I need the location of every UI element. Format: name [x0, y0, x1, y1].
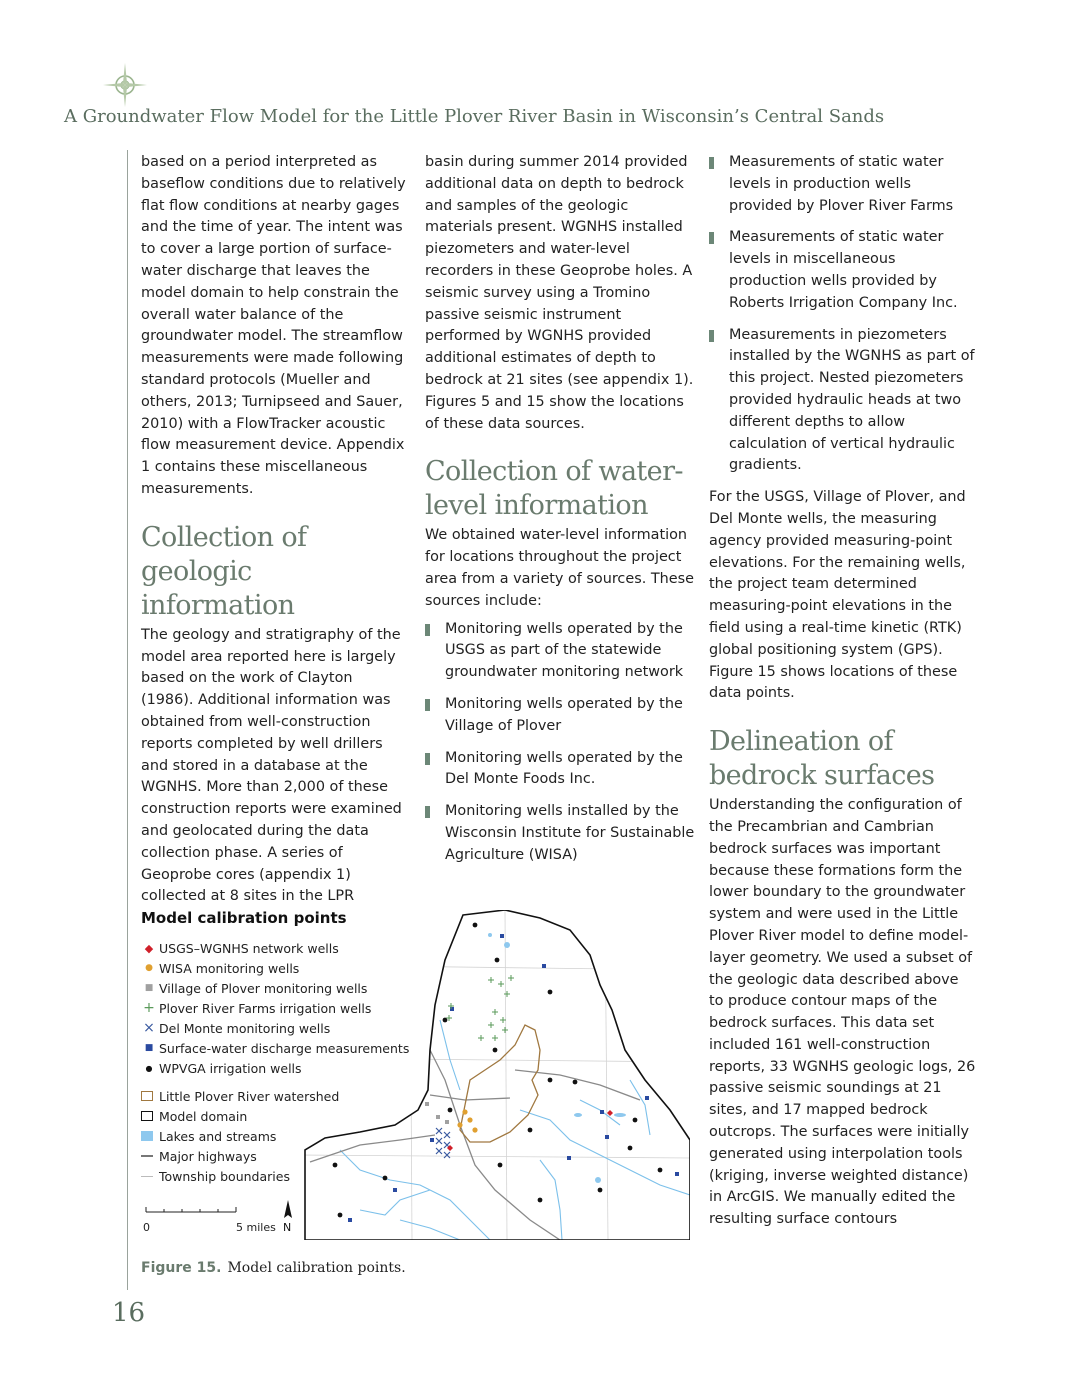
- left-margin-rule: [127, 150, 128, 1290]
- caption-label: Figure 15.: [141, 1260, 222, 1276]
- calibration-points-map: [300, 910, 690, 1240]
- legend-item: × Del Monte monitoring wells: [141, 1018, 409, 1038]
- legend-item: + Plover River Farms irrigation wells: [141, 998, 409, 1018]
- township-line-icon: [141, 1176, 153, 1177]
- running-title: A Groundwater Flow Model for the Little Plover River Basin in Wisconsin’s Central Sands: [64, 106, 885, 127]
- legend-item: Major highways: [141, 1146, 409, 1166]
- legend-item: ■ Surface-water discharge measurements: [141, 1038, 409, 1058]
- paragraph: For the USGS, Village of Plover, and Del Monte wells, the measuring agency provided measuring-point elevations. For the remaining wells, the project team determined measuring-point elevations in the field using a real-time kinetic (RTK) global positioning system (GPS). Figure 15 shows locations of these data points.: [709, 489, 966, 702]
- scale-start-label: 0: [143, 1221, 150, 1234]
- red-diamond-icon: ◆: [144, 941, 154, 955]
- list-item: Measurements of static water levels in miscellaneous production wells provided by Roberts Irrigation Company Inc.: [709, 227, 977, 314]
- list-item: Monitoring wells operated by the USGS as part of the statewide groundwater monitoring network: [425, 619, 697, 684]
- legend-item: Model domain: [141, 1106, 409, 1126]
- list-item: Monitoring wells installed by the Wisconsin Institute for Sustainable Agriculture (WISA): [425, 801, 697, 866]
- section-heading-bedrock: Delineation of bedrock surfaces: [709, 726, 935, 792]
- legend-item: ● WISA monitoring wells: [141, 958, 409, 978]
- text-column-2: [425, 152, 697, 877]
- list-item: Monitoring wells operated by the Village of Plover: [425, 694, 697, 738]
- bullet-marker-icon: [425, 699, 430, 711]
- list-item: Measurements of static water levels in production wells provided by Plover River Farms: [709, 152, 977, 217]
- bullet-marker-icon: [709, 330, 714, 342]
- paragraph: Understanding the configuration of the Precambrian and Cambrian bedrock surfaces was important because these formations form the lower boundary to the groundwater system and were used in the Little Plover River model to define model-layer geometry. We used a subset of the geologic data described above to produce contour maps of the bedrock surfaces. This data set included 161 well-construction reports, 33 WGNHS geologic logs, 26 passive seismic soundings at 21 sites, and 17 mapped bedrock outcrops. The surfaces were initially generated using interpolation tools (kriging, inverse weighted distance) in ArcGIS. We manually edited the resulting surface contours: [709, 797, 976, 1228]
- lakes-fill-icon: [141, 1131, 153, 1141]
- sources-list-continued: [709, 152, 977, 477]
- scale-end-label: 5 miles: [236, 1221, 276, 1234]
- green-plus-icon: +: [143, 1000, 155, 1016]
- section-heading-water-level: Collection of water-level information: [425, 456, 683, 522]
- legend-item: ● WPVGA irrigation wells: [141, 1058, 409, 1078]
- watershed-box-icon: [141, 1091, 153, 1101]
- legend-item: Lakes and streams: [141, 1126, 409, 1146]
- paragraph: The geology and stratigraphy of the model area reported here is largely based on the work of Clayton (1986). Additional information was obtained from well-construction reports completed by well drillers and stored in a database at the WGNHS. More than 2,000 of these construction reports were examined and geolocated during the data collection phase. A series of Geoprobe cores (appendix 1) collected at 8 sites in the LPR: [141, 626, 402, 905]
- page-number: 16: [112, 1298, 146, 1328]
- sources-list: [425, 619, 697, 867]
- paragraph: basin during summer 2014 provided additional data on depth to bedrock and samples of the geologic materials present. WGNHS installed piezometers and water-level recorders in these Geoprobe holes. A seismic survey using a Tromino passive seismic instrument performed by WGNHS provided additional estimates of depth to bedrock at 21 sites (see appendix 1). Figures 5 and 15 show the locations of these data sources.: [425, 154, 694, 432]
- caption-text: Model calibration points.: [227, 1260, 406, 1276]
- list-item: Monitoring wells operated by the Del Monte Foods Inc.: [425, 748, 697, 792]
- paragraph: We obtained water-level information for locations throughout the project area from a variety of sources. These sources include:: [425, 527, 694, 609]
- bullet-marker-icon: [709, 157, 714, 169]
- highway-line-icon: [141, 1155, 153, 1157]
- bullet-marker-icon: [709, 232, 714, 244]
- map-title: Model calibration points: [141, 909, 347, 927]
- blue-cross-icon: ×: [143, 1020, 155, 1036]
- paragraph: based on a period interpreted as baseflow conditions due to relatively flat flow conditions at nearby gages and the time of year. The intent was to cover a large portion of surface-water discharge that leaves the model domain to help constrain the overall water balance of the groundwater model. The streamflow measurements were made following standard protocols (Mueller and others, 2013; Turnipseed and Sauer, 2010) with a FlowTracker acoustic flow measurement device. Appendix 1 contains these miscellaneous measurements.: [141, 154, 406, 497]
- gray-square-icon: ■: [144, 983, 154, 993]
- legend-item: Little Plover River watershed: [141, 1086, 409, 1106]
- legend-item: ◆ USGS–WGNHS network wells: [141, 938, 409, 958]
- scale-bar: [141, 1198, 301, 1238]
- legend-item: Township boundaries: [141, 1166, 409, 1186]
- bullet-marker-icon: [425, 753, 430, 765]
- north-arrow-icon: [284, 1200, 292, 1218]
- list-item: Measurements in piezometers installed by the WGNHS as part of this project. Nested piezometers provided hydraulic heads at two different depths to allow calculation of vertical hydraulic gradients.: [709, 325, 977, 478]
- black-dot-icon: ●: [145, 1063, 153, 1073]
- section-heading-geologic: Collection of geologic information: [141, 521, 307, 621]
- text-column-1: [141, 152, 409, 908]
- legend-item: ■ Village of Plover monitoring wells: [141, 978, 409, 998]
- blue-square-icon: ■: [144, 1043, 154, 1053]
- bullet-marker-icon: [425, 806, 430, 818]
- compass-emblem-icon: [102, 62, 148, 108]
- orange-dot-icon: ●: [145, 963, 153, 973]
- bullet-marker-icon: [425, 624, 430, 636]
- north-label: N: [283, 1221, 292, 1234]
- text-column-3: [709, 152, 977, 1231]
- model-domain-box-icon: [141, 1111, 153, 1121]
- figure-caption: [141, 1260, 406, 1276]
